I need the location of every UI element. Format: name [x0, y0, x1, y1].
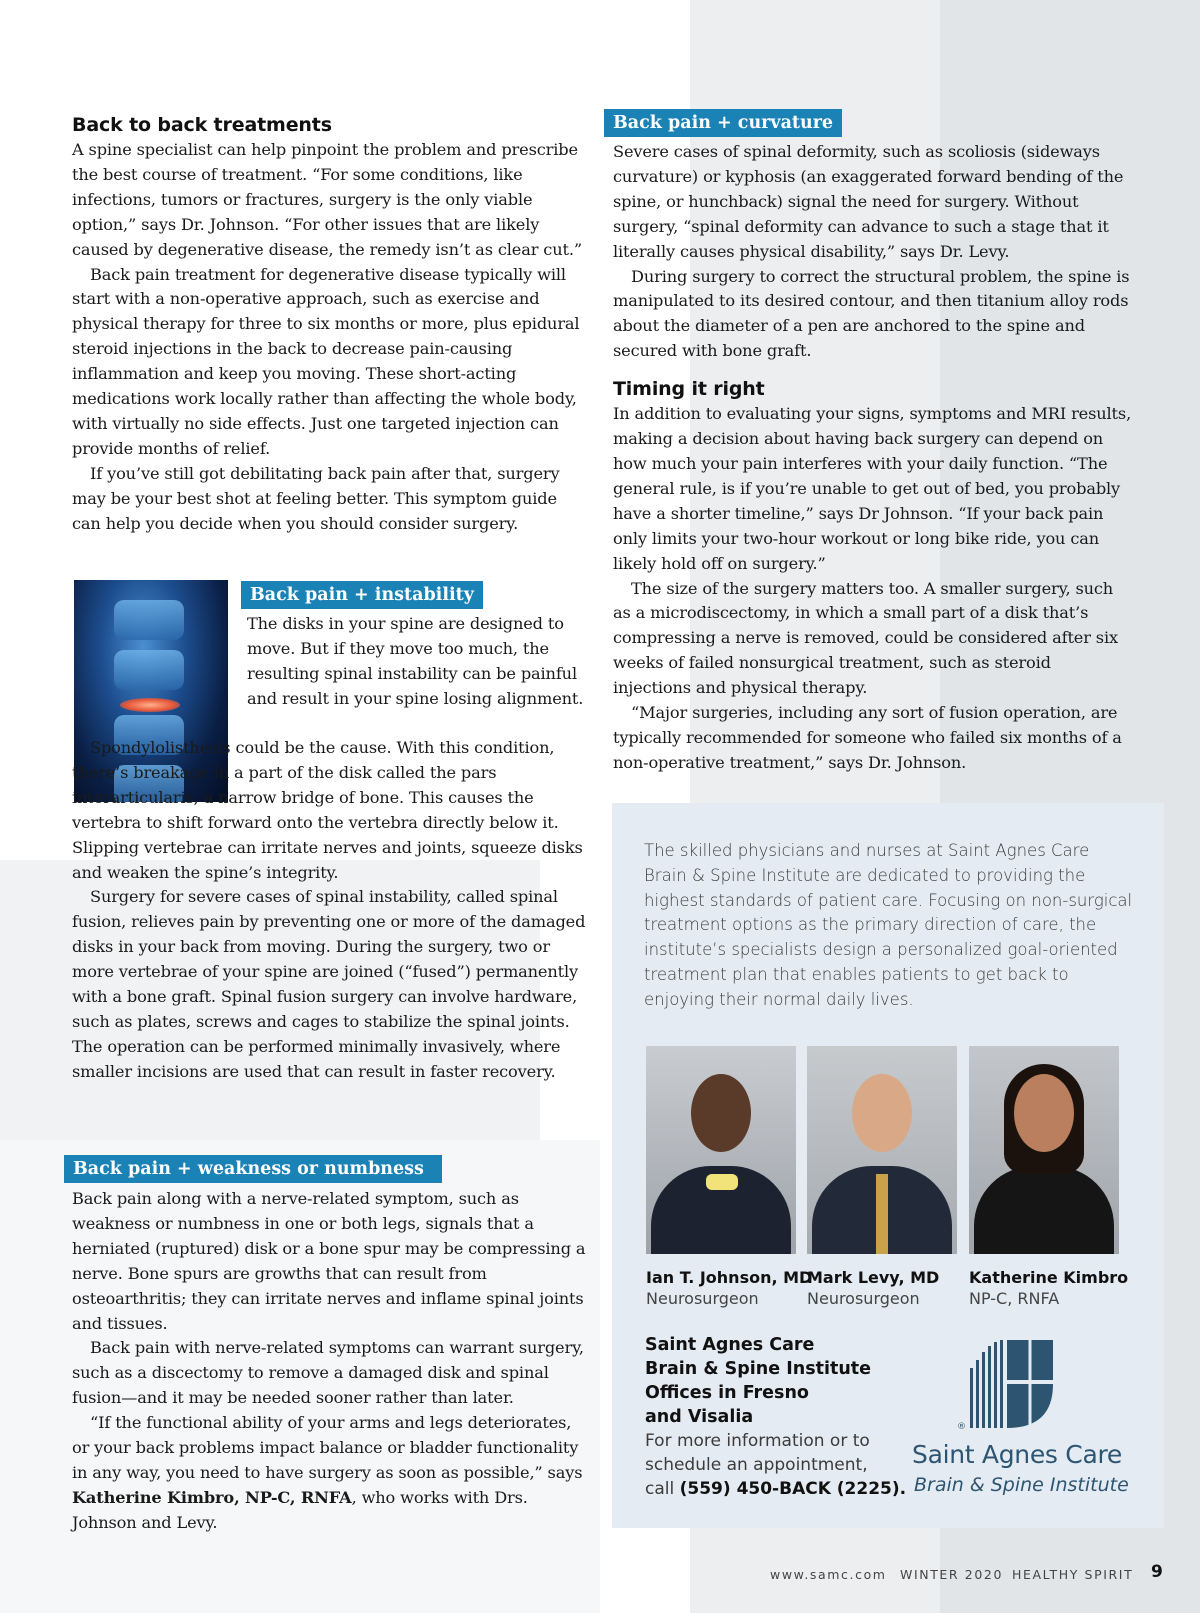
bow-tie-shape — [706, 1174, 738, 1190]
doctor-photo-levy — [807, 1046, 957, 1254]
section-tag-instability: Back pain + instability — [241, 581, 483, 609]
section-heading-timing: Timing it right — [613, 378, 765, 401]
instability-tag-wrap — [241, 581, 483, 609]
doctor-role: Neurosurgeon — [807, 1289, 920, 1308]
phone-number[interactable]: (559) 450-BACK (2225). — [679, 1479, 907, 1499]
paragraph: Back pain along with a nerve-related symptom, such as weakness or numbness in one or both legs, signals that a herniated (ruptured) disk or a bone spur may be compressing a nerve. Bone spurs are growths that can result from osteoarthritis; they can irritate nerves and inflame spinal joints and tissues. — [72, 1189, 586, 1333]
paragraph: A spine specialist can help pinpoint the problem and prescribe the best course of treatment. “For some conditions, like infections, tumors or fractures, surgery is the only viable option,” says Dr. Johnson. “For other issues that are likely caused by degenerative disease, the remedy isn’t as clear cut.” — [72, 140, 582, 259]
face-shape — [1014, 1074, 1074, 1152]
right-column — [613, 140, 1133, 776]
doctor-photo-kimbro — [969, 1046, 1119, 1254]
offices-line: Offices in Fresno — [645, 1383, 809, 1403]
paragraph-text: “If the functional ability of your arms and legs deteriorates, or your back problems impact balance or bladder functionality in any way, you need to have surgery as soon as possible,” says — [72, 1413, 583, 1482]
vertebra-shape — [114, 600, 184, 640]
doctor-name: Ian T. Johnson, MD — [646, 1268, 813, 1287]
curvature-tag-wrap — [604, 109, 842, 137]
doctor-name: Katherine Kimbro — [969, 1268, 1129, 1287]
institute-intro: The skilled physicians and nurses at Saint Agnes Care Brain & Spine Institute are dedicated to providing the highest standards of patient care. Focusing on non-surgical treatment options as the primary direction of care, the institute’s specialists design a personalized goal-oriented treatment plan that enables patients to get back to enjoying their normal daily lives. — [644, 841, 1133, 1009]
logo-mark-icon — [912, 1338, 1142, 1438]
paragraph: The size of the surgery matters too. A smaller surgery, such as a microdiscectomy, in which a small part of a disk that’s compressing a nerve is removed, could be considered after six weeks of failed nonsurgical treatment, such as steroid injections and physical therapy. — [613, 578, 1118, 698]
paragraph: In addition to evaluating your signs, symptoms and MRI results, making a decision about having back surgery can depend on how much your pain interferes with your daily function. “The general rule, is if you’re unable to get out of bed, you probably have a shorter timeline,” says Dr Johnson. “If your back pain only limits your two-hour workout or long bike ride, you can likely hold off on surgery.” — [613, 404, 1132, 573]
weakness-tag-wrap — [64, 1155, 442, 1183]
paragraph — [72, 1411, 587, 1536]
logo-name: Saint Agnes Care — [912, 1440, 1122, 1469]
paragraph: If you’ve still got debilitating back pain after that, surgery may be your best shot at feeling better. This symptom guide can help you decide when you should consider surgery. — [72, 463, 560, 533]
offices-line: and Visalia — [645, 1407, 754, 1427]
paragraph: During surgery to correct the structural problem, the spine is manipulated to its desired contour, and then titanium alloy rods about the diameter of a pen are anchored to the spine and secured with bone graft. — [613, 266, 1130, 361]
page-number: 9 — [1151, 1562, 1163, 1582]
saint-agnes-logo — [912, 1338, 1142, 1508]
contact-line: For more information or to — [645, 1431, 870, 1451]
paragraph: The disks in your spine are designed to move. But if they move too much, the resulting spinal instability can be painful and result in your spine losing alignment. — [247, 614, 584, 708]
section-heading-back-to-back: Back to back treatments — [72, 114, 332, 136]
paragraph-text: Spondylolisthesis could be the cause. With this condition, there’s breakage in a part of the disk called the pars interarticularis, a narrow bridge of bone. This causes the vertebra to shift forward onto the vertebra directly below it. Slipping vertebrae can irritate nerves and joints, squeeze disks and weaken the spine’s integrity. — [72, 738, 583, 882]
weakness-text — [72, 1187, 587, 1536]
face-shape — [852, 1074, 912, 1152]
offices-line: Brain & Spine Institute — [645, 1359, 872, 1379]
paragraph-text: , who works with Drs. Johnson and Levy. — [72, 1487, 528, 1532]
paragraph — [72, 736, 587, 885]
doctor-role: Neurosurgeon — [646, 1289, 759, 1308]
paragraph: Back pain treatment for degenerative disease typically will start with a non-operative approach, such as exercise and physical therapy for three to six months or more, plus epidural steroid injections in the back to decrease pain-causing inflammation and keep you moving. These short-acting medications work locally rather than affecting the whole body, with virtually no side effects. Just one targeted injection can provide months of relief. — [72, 264, 580, 458]
paragraph: Back pain with nerve-related symptoms can warrant surgery, such as a discectomy to remove a damaged disk and spinal fusion—and it may be needed sooner rather than later. — [72, 1338, 584, 1408]
logo-subtitle: Brain & Spine Institute — [914, 1474, 1129, 1496]
left-column — [72, 112, 587, 537]
face-shape — [691, 1074, 751, 1152]
offices-contact — [645, 1333, 925, 1501]
institute-info-box — [612, 803, 1164, 1528]
kimbro-name-bold: Katherine Kimbro, NP-C, RNFA — [72, 1487, 352, 1507]
call-prefix: call — [645, 1479, 680, 1499]
doctor-role: NP-C, RNFA — [969, 1289, 1060, 1308]
paragraph: “Major surgeries, including any sort of fusion operation, are typically recommended for someone who failed six months of a non-operative treatment,” says Dr. Johnson. — [613, 703, 1122, 772]
paragraph: Severe cases of spinal deformity, such as scoliosis (sideways curvature) or kyphosis (an exaggerated forward bending of the spine, or hunchback) signal the need for surgery. Without surgery, “spinal deformity can advance to such a stage that it literally causes physical disability,” says Dr. Levy. — [613, 142, 1124, 261]
offices-line: Saint Agnes Care — [645, 1335, 815, 1355]
doctor-name: Mark Levy, MD — [807, 1268, 940, 1287]
tie-shape — [876, 1174, 888, 1254]
inflamed-disc-highlight — [120, 698, 180, 712]
footer-magazine: HEALTHY SPIRIT — [1012, 1567, 1134, 1582]
instability-text-wrap — [247, 612, 587, 712]
vertebra-shape — [114, 650, 184, 690]
footer-issue: WINTER 2020 — [900, 1567, 1004, 1582]
section-tag-curvature: Back pain + curvature — [604, 109, 842, 137]
top-shape — [974, 1166, 1114, 1254]
logo-registered-mark: ® — [957, 1422, 966, 1432]
contact-line: schedule an appointment, — [645, 1455, 868, 1475]
instability-text-continued — [72, 736, 587, 1085]
paragraph: Surgery for severe cases of spinal instability, called spinal fusion, relieves pain by preventing one or more of the damaged disks in your back from moving. During the surgery, two or more vertebrae of your spine are joined (“fused”) permanently with a bone graft. Spinal fusion surgery can involve hardware, such as plates, screws and cages to stabilize the spinal joints. The operation can be performed minimally invasively, where smaller incisions are used that can result in faster recovery. — [72, 887, 586, 1081]
footer-url: www.samc.com — [770, 1567, 887, 1582]
call-line — [645, 1477, 925, 1501]
section-tag-weakness: Back pain + weakness or numbness — [64, 1155, 442, 1183]
doctor-photo-johnson — [646, 1046, 796, 1254]
